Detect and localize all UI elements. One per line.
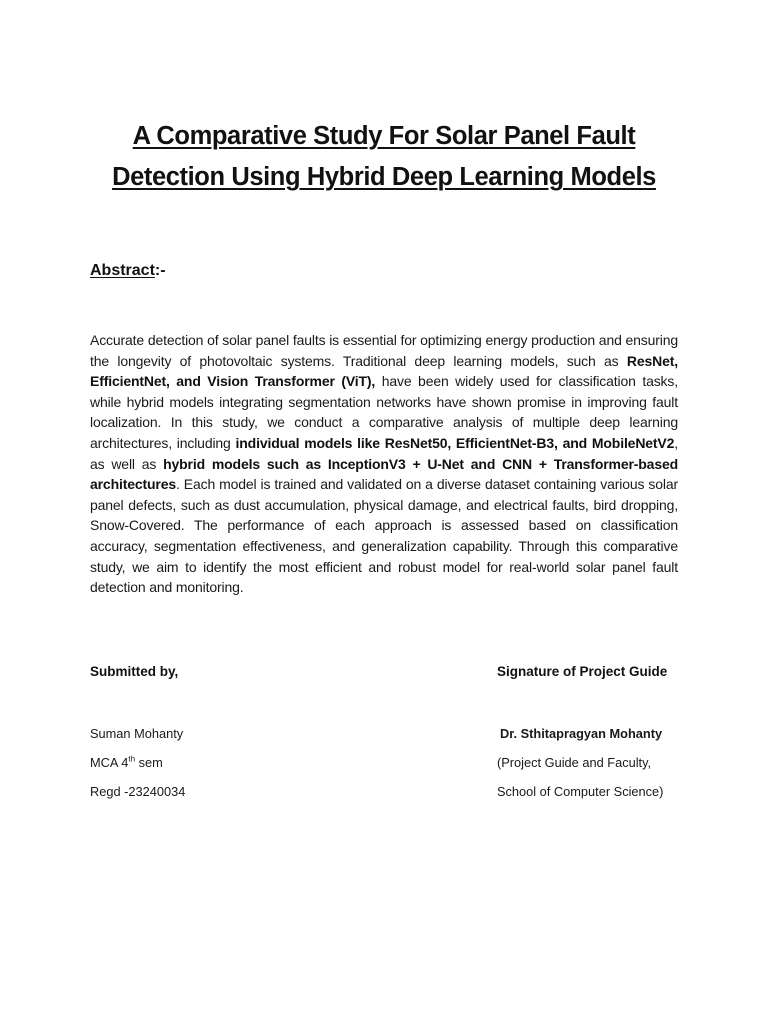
abstract-paragraph [90,330,678,598]
abstract-text-2: have been widely used for classification tasks, while hybrid models integrating segmentation networks have shown promise in improving fault localization. In this study, we conduct a comparative analysis of multiple deep learning architectures, including [90,373,678,451]
guide-name: Dr. Sthitapragyan Mohanty [500,726,663,741]
guide-block [497,664,697,799]
abstract-label-suffix: :- [154,262,166,279]
course-suffix: sem [135,755,163,770]
student-regd: Regd -23240034 [90,784,186,799]
submitted-by-heading: Submitted by, [90,664,179,679]
student-course [90,755,163,770]
abstract-heading [90,262,166,280]
abstract-bold-1: ResNet, EfficientNet, and Vision Transformer (ViT), [90,352,678,390]
guide-role: (Project Guide and Faculty, [497,755,652,770]
course-superscript: th [128,754,136,764]
abstract-text-4: . Each model is trained and validated on a diverse dataset containing various solar panel defects, such as dust accumulation, physical damage, and electrical faults, bird dropping, Snow-Covered. The performance of each approach is assessed based on classification accuracy, segmentation effectiveness, and generalization capability. Through this comparative study, we aim to identify the most efficient and robust model for real-world solar panel fault detection and monitoring. [90,476,678,596]
signature-heading: Signature of Project Guide [497,664,668,679]
guide-school: School of Computer Science) [497,784,664,799]
student-name: Suman Mohanty [90,726,184,741]
abstract-bold-2: individual models like ResNet50, EfficientNet-B3, and MobileNetV2 [235,434,675,451]
course-prefix: MCA 4 [90,755,129,770]
abstract-bold-3: hybrid models such as InceptionV3 + U-Net and CNN + Transformer-based architectures [90,455,678,493]
abstract-label: Abstract [90,262,155,279]
abstract-text-3: , as well as [90,434,678,472]
document-title [80,116,688,198]
submitted-by-block [90,664,390,799]
title-line-2: Detection Using Hybrid Deep Learning Models [112,163,656,191]
abstract-text-1: Accurate detection of solar panel faults is essential for optimizing energy production and ensuring the longevity of photovoltaic systems. Traditional deep learning models, such as [90,332,678,369]
title-line-1: A Comparative Study For Solar Panel Fault [132,122,636,150]
